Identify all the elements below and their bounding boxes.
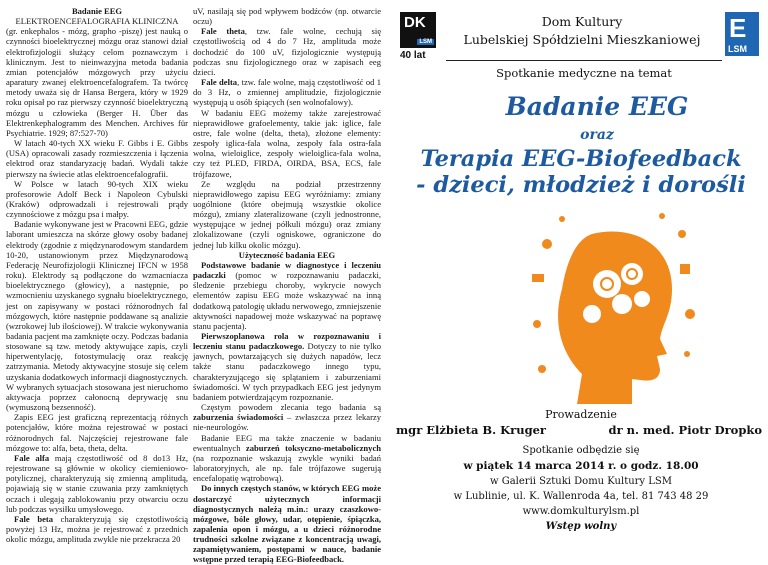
paragraph: [193, 26, 381, 77]
article-column-2: [193, 6, 381, 565]
paragraph-text: , tzw. fale wolne, cechują się częstotliwością od 4 do 7 Hz, amplituda może dochodzić do 100 uV, fizjologicznie występują podczas snu fizjologicznego oraz w zapisach eeg dzieci.: [193, 26, 381, 77]
article-heading: Badanie EEG: [71, 6, 123, 16]
meeting-subtitle: Spotkanie medyczne na temat: [496, 66, 672, 80]
bold-term: Fale theta: [201, 26, 245, 37]
paragraph: [6, 514, 188, 544]
free-entry: Wstęp wolny: [545, 521, 617, 532]
divider: [446, 60, 722, 61]
paragraph: [193, 483, 381, 564]
paragraph: W latach 40-tych XX wieku F. Gibbs i E. Gibbs (USA) opracowali zasady rozmieszczenia i łączenia elektrod oraz standaryzację badań. Wydali także pierwszy na świecie atlas elektroencefalografii.: [6, 138, 188, 179]
paragraph: (gr. enkephalos - mózg, grapho -piszę) jest nauką o czynności bioelektrycznej mózgu oraz stanowi dział elektrofizjologii służący celom poznawczym i klinicznym. Jest to nieinwazyjna metoda badania zmian potencjałów mózgowych przy użyciu aparatury zwanej elektroencefalografem. Ta twórcę metody uważa się dr Hansa Bergera, który w 1929 roku opisał po raz pierwszy czynność bioelektryczną mózgu u człowieka (Berger H. Über das Elektrenkephalogramm des Menchen. Archives für Psychiatrie. 1929; 87:527-70): [6, 26, 188, 138]
bold-term: Fale alfa: [14, 452, 50, 463]
bold-term: zaburzenia świadomości: [193, 412, 284, 423]
info-line: Spotkanie odbędzie się: [522, 445, 640, 456]
bold-term: Podstawowe badanie w diagnostyce i leczeniu padaczki: [193, 259, 381, 281]
paragraph-text: (na rozpoznanie wskazują zwykle wyniki badań laboratoryjnych, ale np. fale trójfazowe sugerują encefalopatię wątrobową).: [193, 452, 381, 484]
lsm-logo-text: LSM: [728, 44, 747, 54]
paragraph-text: charakteryzują się częstotliwością powyżej 13 Hz, można je rejestrować z przednich okolic mózgu, amplituda zwykle nie przekracza 20: [6, 513, 188, 545]
bold-term: zaburzeń toksyczno-metabolicznych: [245, 442, 381, 453]
paragraph-text: Dotyczy to nie tylko jawnych, powtarzających się dużych napadów, lecz także stanu padaczkowego innego typu, charakteryzującego się splątaniem i zaburzeniami świadomości. W tych przypadkach EEG jest jedynym badaniem potwierdzającym rozpoznanie.: [193, 341, 381, 402]
paragraph: Zapis EEG jest graficzną reprezentacją różnych potencjałów, które można rejestrować w postaci różnorodnych fal. Najczęściej rejestrowane fale mózgowe to: alfa, beta, theta, delta.: [6, 412, 188, 453]
dk-logo-text: DK: [404, 14, 426, 31]
poster-title-2: [398, 146, 764, 198]
venue: w Galerii Sztuki Domu Kultury LSM: [489, 476, 672, 487]
poster-title: Badanie EEG: [505, 92, 689, 121]
org-name-line1: Dom Kultury: [541, 14, 623, 29]
bold-term: Fale delta: [201, 77, 238, 88]
lead-label: Prowadzenie: [545, 408, 617, 421]
address: w Lublinie, ul. K. Wallenroda 4a, tel. 81 743 48 29: [453, 491, 709, 502]
poster-title-2-line2: - dzieci, młodzież i dorośli: [416, 172, 746, 198]
paragraph: Ze względu na podział przestrzenny nieprawidłowego zapisu EEG wyróżniamy: zmiany uogólnione (które obejmują wszystkie okolice mózgu), zmiany zlateralizowane (czyli jednostronne, występujące w jednej półkuli mózgu) oraz zmiany zlokalizowane (czyli ogniskowe, ograniczone do jednej lub kilku okolic mózgu).: [193, 178, 381, 250]
dk-logo-lsm: LSM: [419, 39, 432, 45]
bold-term: Pierwszoplanowa rola w rozpoznawaniu i leczeniu stanu padaczkowego.: [193, 331, 381, 352]
paragraph: [193, 77, 381, 107]
section-heading: Użyteczność badania EEG: [238, 249, 336, 260]
article-subheading: ELEKTROENCEFALOGRAFIA KLINICZNA: [15, 16, 179, 27]
brain-head-illustration: [522, 204, 702, 404]
paragraph: uV, nasilają się pod wpływem bodźców (np. otwarcie oczu): [193, 6, 381, 27]
paragraph-text: mają częstotliwość od 8 do13 Hz, rejestrowane są głównie w okolicy ciemieniowo-potylicznej, charakteryzują się zmienną amplitudą, pojawiają się w stanie czuwania przy zamkniętych oczach i ulegają zablokowaniu przy otwarciu oczu lub podczas wysiłku umysłowego.: [6, 452, 188, 514]
lsm-logo: [725, 12, 759, 56]
paragraph-text: – zwłaszcza przez lekarzy nie-neurologów.: [193, 412, 381, 433]
paragraph: [193, 402, 381, 432]
paragraph: W badaniu EEG możemy także zarejestrować nieprawidłowe grafoelementy, takie jak: iglice, fale ostre, fale wolne (delta, theta), złożone elementy: zespoły iglica-fala wolna, zespoły fala ostra-fala wolna, wieloiglice, zespoły wieloiglica-fala wolna, czy też PLED, FIRDA, OIRDA, BSA, ECS, fale trójfazowe,: [193, 107, 381, 179]
dk-logo: [400, 12, 436, 61]
paragraph-text: Badanie EEG ma także znaczenie w badaniu ewentualnych: [193, 432, 381, 453]
article-column-1: [6, 6, 188, 544]
paragraph: [193, 331, 381, 402]
speaker-2: dr n. med. Piotr Dropko: [608, 423, 762, 437]
bold-term: Fale beta: [14, 513, 53, 524]
website-link[interactable]: www.domkulturylsm.pl: [522, 506, 640, 517]
paragraph: [193, 260, 381, 331]
paragraph-text: (pomoc w rozpoznawaniu padaczki, śledzenie przebiegu choroby, wykrycie nowych elementów zapisu EEG może wskazywać na inną dodatkową patologię układu nerwowego, zmniejszenie aktywności napadowej może wskazywać na poprawę stanu pacjenta).: [193, 270, 381, 331]
org-name-line2: Lubelskiej Spółdzielni Mieszkaniowej: [463, 32, 701, 47]
paragraph: [193, 433, 381, 484]
paragraph-text: Częstym powodem zlecania tego badania są: [201, 402, 381, 413]
paragraph-text: , tzw. fale wolne, mają częstotliwość od 1 do 3 Hz, o zmiennej amplitudzie, fizjologicznie występują u osób śpiących (sen wolnofalowy).: [193, 77, 381, 108]
poster-panel: [392, 0, 768, 543]
speaker-1: mgr Elżbieta B. Kruger: [396, 423, 546, 437]
paragraph: [6, 453, 188, 514]
event-date: w piątek 14 marca 2014 r. o godz. 18.00: [463, 460, 699, 472]
paragraph: Badanie wykonywane jest w Pracowni EEG, gdzie laborant umieszcza na skórze głowy osoby badanej elektrody (zgodnie z międzynarodowym standardem 10-20, ustanowionym przez Międzynarodową Federację Neurofizjologii Klinicznej IFCN w 1958 roku). Elektrody są podłączone do wzmacniacza bioelektrycznego (głowicy), a następnie, po wzmocnieniu uzyskanego sygnału bioelektrycznego, jest on zapisywany w postaci różnorodnych fal mózgowych, które następnie poddawane są analizie (wzrokowej lub ilościowej). W trakcie wykonywania badania pacjent ma zamknięte oczy. Podczas badania stosowane są tzw. metody aktywujące zapis, czyli hiperwentylację, fotostymulację oraz reakcję zatrzymania. Metody aktywacyjne stosuje się celem uzyskania dodatkowych informacji diagnostycznych. W wybranych sytuacjach stosowana jest nieruchomo aktywacja poprzez całonocną deprywację snu (wymuszoną bezsenność).: [6, 219, 188, 413]
bold-term: Do innych częstych stanów, w których EEG może dostarczyć użytecznych informacji diagnostycznych należą m.in.: urazy czaszkowo-mózgowe, bóle głowy, udar, otępienie, śpiączka, zapalenia opon i mózgu, a u dzieci różnorodne trudności szkolne związane z koncentracją uwagi, zapamiętywaniem, postępami w nauce, badanie wstępne przed terapią EEG-Biofeedback.: [193, 483, 381, 565]
lsm-logo-e: E: [729, 13, 747, 43]
paragraph: W Polsce w latach 90-tych XIX wieku profesorowie Adolf Beck i Napoleon Cybulski (Kraków) odprowadzali i rejestrowali prądy czynnościowe z mózgu psa i małpy.: [6, 178, 188, 220]
poster-title-2-line1: Terapia EEG-Biofeedback: [420, 146, 742, 172]
conjunction: oraz: [580, 127, 614, 143]
dk-logo-years: 40 lat: [400, 50, 426, 61]
